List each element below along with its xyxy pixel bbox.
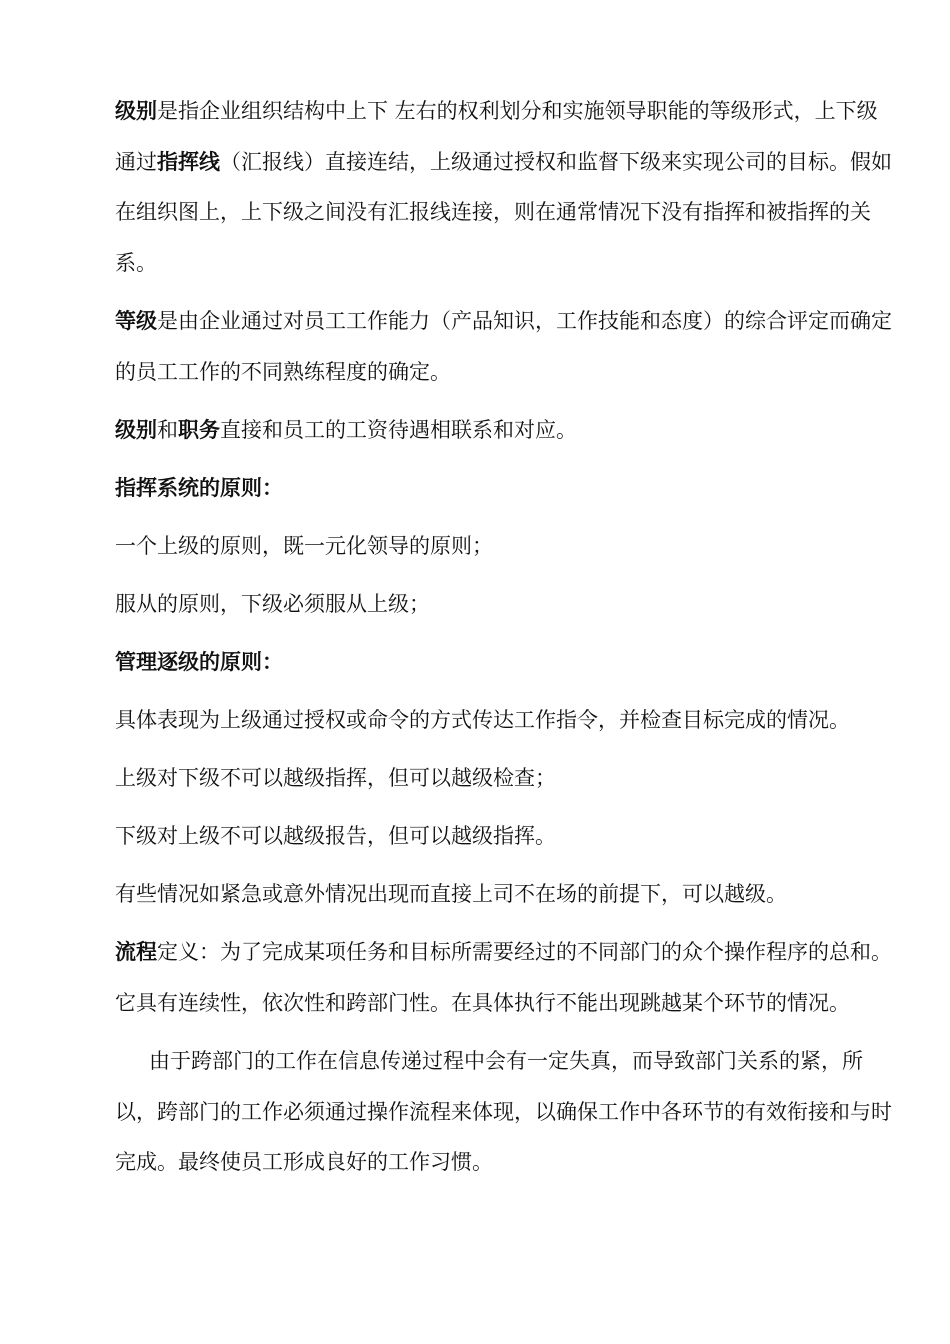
paragraph-grade-definition bbox=[115, 296, 895, 397]
level-definition-text-2: （汇报线）直接连结，上级通过授权和监督下级来实现公司的目标。假如在组织图上，上下级之间没有汇报线连接，则在通常情况下没有指挥和被指挥的关系。 bbox=[115, 149, 892, 275]
document-body bbox=[115, 86, 895, 1196]
principle-superior-to-subordinate: 上级对下级不可以越级指挥，但可以越级检查； bbox=[115, 766, 556, 790]
level-position-text: 直接和员工的工资待遇相联系和对应。 bbox=[220, 418, 577, 442]
process-definition-text: 定义：为了完成某项任务和目标所需要经过的不同部门的众个操作程序的总和。它具有连续性，依次性和跨部门性。在具体执行不能出现跳越某个环节的情况。 bbox=[115, 940, 892, 1015]
term-command-line: 指挥线 bbox=[157, 149, 220, 174]
level-definition-text-1: 是指企业组织结构中上下 左右的权利划分和实施领导职能的等级形式，上下级通过 bbox=[115, 99, 878, 174]
term-process: 流程 bbox=[115, 940, 157, 964]
principle-obedience: 服从的原则，下级必须服从上级； bbox=[115, 592, 430, 616]
heading-step-by-step-principles: 管理逐级的原则： bbox=[115, 650, 283, 674]
term-grade: 等级 bbox=[115, 309, 157, 333]
term-position: 职务 bbox=[178, 418, 220, 442]
principle-one-superior: 一个上级的原则，既一元化领导的原则； bbox=[115, 534, 493, 558]
heading-command-system-principles: 指挥系统的原则： bbox=[115, 476, 283, 500]
principle-subordinate-to-superior: 下级对上级不可以越级报告，但可以越级指挥。 bbox=[115, 824, 556, 848]
paragraph-level-and-position bbox=[115, 405, 895, 455]
term-level: 级别 bbox=[115, 99, 157, 123]
paragraph-level-definition bbox=[115, 86, 895, 288]
principle-exception: 有些情况如紧急或意外情况出现而直接上司不在场的前提下，可以越级。 bbox=[115, 882, 787, 906]
principle-detail-text: 具体表现为上级通过授权或命令的方式传达工作指令，并检查目标完成的情况。 bbox=[115, 708, 850, 732]
paragraph-cross-department: 由于跨部门的工作在信息传递过程中会有一定失真，而导致部门关系的紧，所以，跨部门的工作必须通过操作流程来体现，以确保工作中各环节的有效衔接和与时完成。最终使员工形成良好的工作习惯。 bbox=[115, 1049, 892, 1174]
grade-definition-text: 是由企业通过对员工工作能力（产品知识，工作技能和态度）的综合评定而确定的员工工作的不同熟练程度的确定。 bbox=[115, 309, 892, 384]
paragraph-process-definition bbox=[115, 927, 895, 1028]
term-level-2: 级别 bbox=[115, 418, 157, 442]
conjunction-and: 和 bbox=[157, 418, 178, 442]
